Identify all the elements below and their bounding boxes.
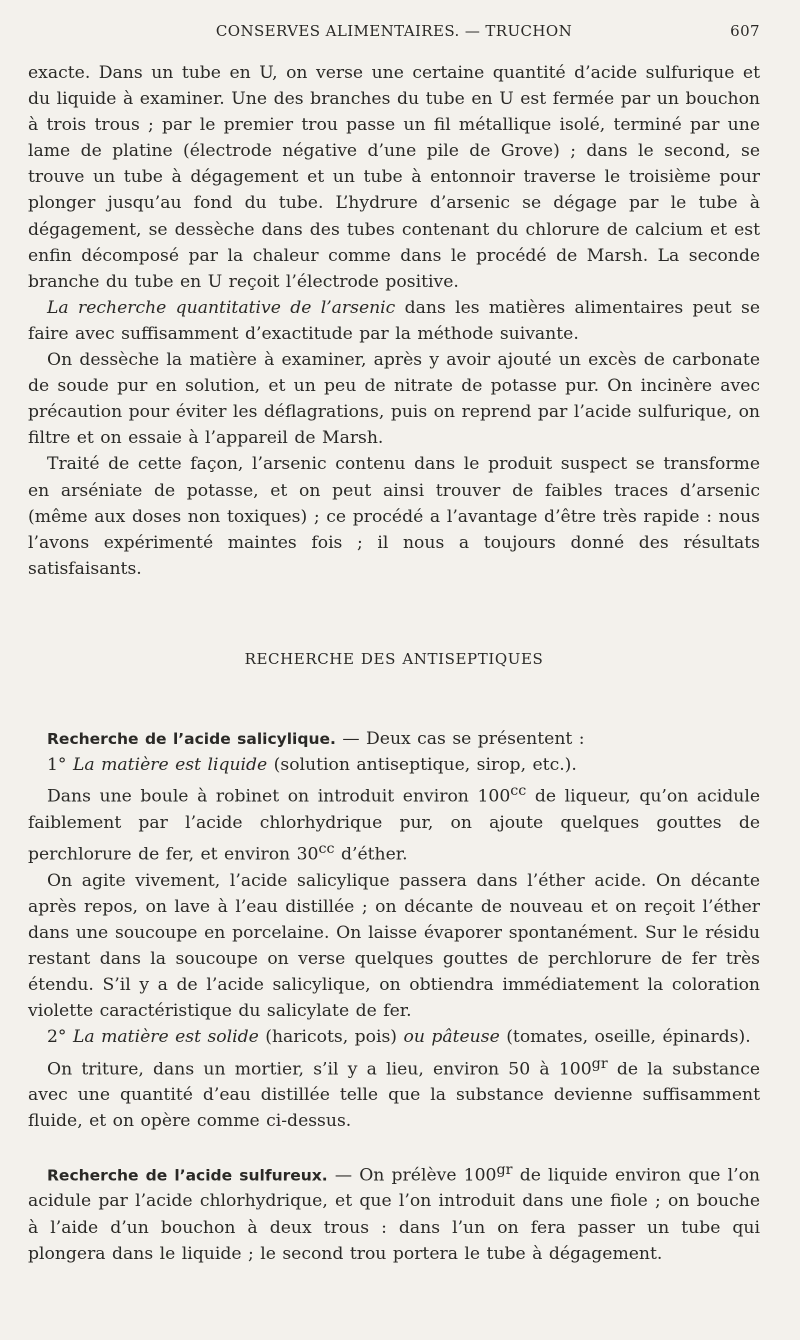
body-text	[28, 60, 760, 1267]
case-number: 1°	[47, 755, 73, 776]
paragraph-dessication: On dessèche la matière à examiner, après y avoir ajouté un excès de carbonate de soude pur en solution, et un peu de nitrate de potasse pur. On incinère avec précaution pour éviter les déflagrations, puis on reprend par l’acide sulfurique, on filtre et on essaie à l’appareil de Marsh.	[28, 350, 760, 449]
paragraph-trituration	[28, 1051, 760, 1135]
text-run: On triture, dans un mortier, s’il y a lieu, environ 50 à 100	[47, 1059, 592, 1080]
running-head	[28, 22, 760, 46]
paragraph-case-1	[28, 752, 760, 778]
unit-superscript: cc	[318, 841, 335, 858]
italic-lead: La recherche quantitative de l’arsenic	[47, 297, 396, 318]
text-run: de liqueur, qu’on acidule faiblement par l’acide chlorhydrique pur, on ajoute quelques gouttes de perchlorure de fer, et environ 30	[28, 786, 760, 865]
unit-superscript: gr	[591, 1055, 608, 1072]
case-mid: (haricots, pois)	[258, 1027, 404, 1048]
paragraph-sulfureux	[28, 1157, 760, 1267]
paragraph-agitation: On agite vivement, l’acide salicylique passera dans l’éther acide. On décante après repos, on lave à l’eau distillée ; on décante de nouveau et on reçoit l’éther dans une soucoupe en porcelaine. On laisse évaporer spontanément. Sur le résidu restant dans la soucoupe on verse quelques gouttes de perchlorure de fer très étendu. S’il y a de l’acide salicylique, on obtiendra immédiatement la coloration violette caractéristique du salicylate de fer.	[28, 870, 760, 1022]
case-italic: La matière est liquide	[73, 755, 268, 776]
unit-superscript: cc	[510, 783, 527, 800]
page-number: 607	[730, 22, 760, 40]
section-title: RECHERCHE DES ANTISEPTIQUES	[244, 649, 544, 668]
case-rest: (tomates, oseille, épinards).	[499, 1027, 751, 1048]
text-run: de liquide environ que l’on acidule par l’acide chlorhydrique, et que l’on introduit dans une fiole ; on bouche à l’aide d’un bouchon à deux trous : dans l’un on fera passer un tube qui plongera dans le liquide ; le second trou portera le tube à dégagement.	[28, 1165, 760, 1264]
text-run: de la substance avec une quantité d’eau distillée telle que la substance devienne suffisamment fluide, et on opère comme ci-dessus.	[28, 1059, 760, 1132]
running-head-title: CONSERVES ALIMENTAIRES. — TRUCHON	[215, 22, 573, 40]
paragraph-salicylique-heading	[28, 726, 760, 752]
text-run: Dans une boule à robinet on introduit environ 100	[47, 786, 511, 807]
paragraph-boule-robinet	[28, 778, 760, 868]
run-in-heading: Recherche de l’acide sulfureux.	[47, 1166, 328, 1185]
paragraph-arseniate: Traité de cette façon, l’arsenic contenu dans le produit suspect se transforme en arséniate de potasse, et on peut ainsi trouver de faibles traces d’arsenic (même aux doses non toxiques) ; ce procédé a l’avantage d’être très rapide : nous l’avons expérimenté maintes fois ; il nous a toujours donné des résultats satisfaisants.	[28, 454, 760, 579]
case-italic: La matière est solide	[73, 1027, 259, 1048]
run-in-heading: Recherche de l’acide salicylique.	[47, 729, 336, 748]
text-run: — On prélève 100	[327, 1165, 497, 1186]
paragraph-quantitative	[28, 295, 760, 347]
unit-superscript: gr	[496, 1161, 513, 1178]
paragraph-case-2	[28, 1024, 760, 1050]
paragraph-arsenic-apparatus: exacte. Dans un tube en U, on verse une certaine quantité d’acide sulfurique et du liquide à examiner. Une des branches du tube en U est fermée par un bouchon à trois trous ; par le premier trou passe un fil métallique isolé, terminé par une lame de platine (électrode négative d’une pile de Grove) ; dans le second, se trouve un tube à dégagement et un tube à entonnoir traverse le troisième pour plonger jusqu’au fond du tube. L’hydrure d’arsenic se dégage par le tube à dégagement, se dessèche dans des tubes contenant du chlorure de calcium et est enfin décomposé par la chaleur comme dans le procédé de Marsh. La seconde branche du tube en U reçoit l’électrode positive.	[28, 63, 760, 292]
paragraph-text: dans les matières alimentaires peut se faire avec suffisamment d’exactitude par la méthode suivante.	[28, 297, 760, 344]
case-rest: (solution antiseptique, sirop, etc.).	[267, 755, 577, 776]
case-number: 2°	[47, 1027, 73, 1048]
heading-rest: — Deux cas se présentent :	[335, 728, 585, 749]
text-run: d’éther.	[334, 844, 408, 865]
case-italic-2: ou pâteuse	[403, 1027, 500, 1048]
